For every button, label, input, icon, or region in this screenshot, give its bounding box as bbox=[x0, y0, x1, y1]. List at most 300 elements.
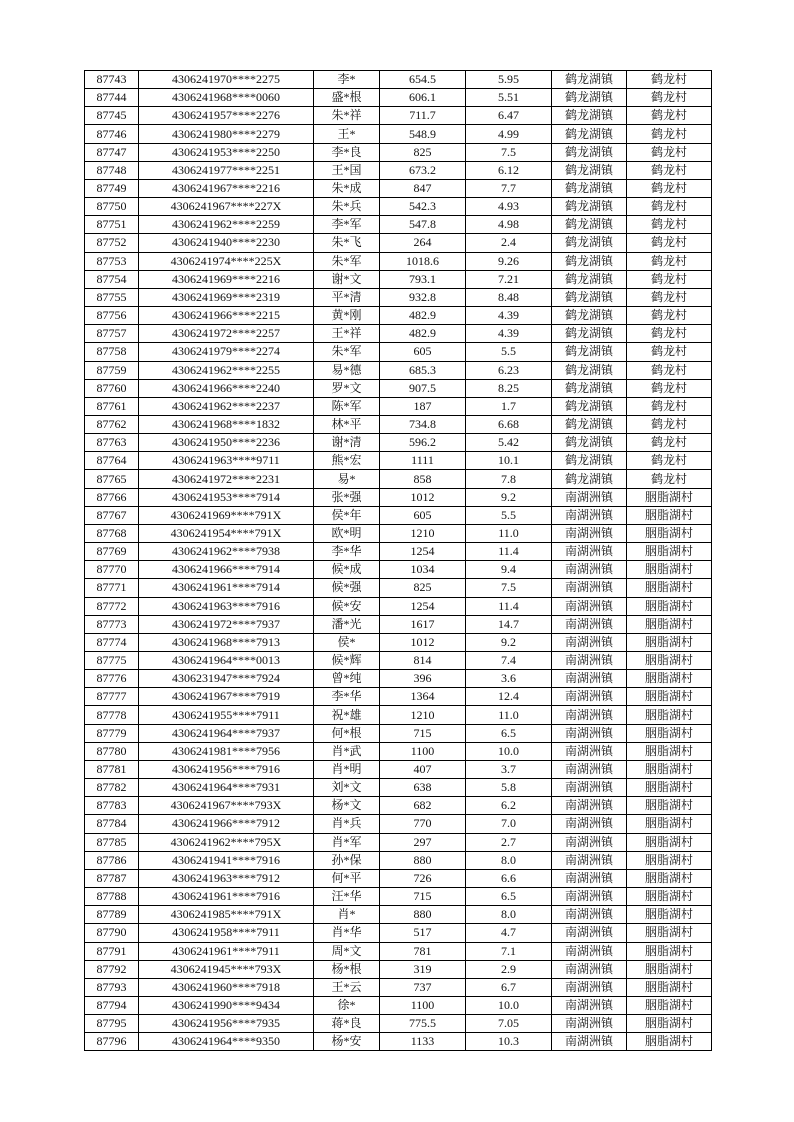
amount-cell: 847 bbox=[380, 179, 466, 197]
town-cell: 南湖洲镇 bbox=[552, 833, 627, 851]
village-cell: 胭脂湖村 bbox=[627, 670, 712, 688]
village-cell: 鹤龙村 bbox=[627, 125, 712, 143]
village-cell: 胭脂湖村 bbox=[627, 869, 712, 887]
table-row bbox=[85, 670, 712, 688]
amount-cell: 596.2 bbox=[380, 434, 466, 452]
name-cell: 黄*刚 bbox=[314, 307, 380, 325]
village-cell: 鹤龙村 bbox=[627, 325, 712, 343]
table-row bbox=[85, 488, 712, 506]
town-cell: 鹤龙湖镇 bbox=[552, 397, 627, 415]
serial-number-cell: 87757 bbox=[85, 325, 139, 343]
amount-cell: 770 bbox=[380, 815, 466, 833]
serial-number-cell: 87778 bbox=[85, 706, 139, 724]
town-cell: 鹤龙湖镇 bbox=[552, 470, 627, 488]
table-row bbox=[85, 161, 712, 179]
serial-number-cell: 87766 bbox=[85, 488, 139, 506]
id-number-cell: 4306241966****7914 bbox=[139, 561, 314, 579]
town-cell: 鹤龙湖镇 bbox=[552, 252, 627, 270]
serial-number-cell: 87746 bbox=[85, 125, 139, 143]
amount-cell: 1111 bbox=[380, 452, 466, 470]
value-cell: 6.7 bbox=[466, 978, 552, 996]
amount-cell: 734.8 bbox=[380, 415, 466, 433]
id-number-cell: 4306241981****7956 bbox=[139, 742, 314, 760]
amount-cell: 685.3 bbox=[380, 361, 466, 379]
serial-number-cell: 87764 bbox=[85, 452, 139, 470]
id-number-cell: 4306241966****2240 bbox=[139, 379, 314, 397]
value-cell: 7.0 bbox=[466, 815, 552, 833]
serial-number-cell: 87790 bbox=[85, 924, 139, 942]
village-cell: 胭脂湖村 bbox=[627, 597, 712, 615]
amount-cell: 775.5 bbox=[380, 1015, 466, 1033]
name-cell: 王* bbox=[314, 125, 380, 143]
id-number-cell: 4306241963****9711 bbox=[139, 452, 314, 470]
town-cell: 鹤龙湖镇 bbox=[552, 434, 627, 452]
serial-number-cell: 87793 bbox=[85, 978, 139, 996]
village-cell: 胭脂湖村 bbox=[627, 633, 712, 651]
serial-number-cell: 87751 bbox=[85, 216, 139, 234]
amount-cell: 547.8 bbox=[380, 216, 466, 234]
value-cell: 11.0 bbox=[466, 524, 552, 542]
value-cell: 3.7 bbox=[466, 760, 552, 778]
village-cell: 胭脂湖村 bbox=[627, 779, 712, 797]
data-table bbox=[84, 70, 712, 1051]
table-row bbox=[85, 89, 712, 107]
serial-number-cell: 87753 bbox=[85, 252, 139, 270]
value-cell: 6.68 bbox=[466, 415, 552, 433]
town-cell: 鹤龙湖镇 bbox=[552, 415, 627, 433]
value-cell: 4.39 bbox=[466, 325, 552, 343]
name-cell: 王*云 bbox=[314, 978, 380, 996]
name-cell: 张*强 bbox=[314, 488, 380, 506]
id-number-cell: 4306241968****7913 bbox=[139, 633, 314, 651]
amount-cell: 517 bbox=[380, 924, 466, 942]
town-cell: 南湖洲镇 bbox=[552, 688, 627, 706]
table-row bbox=[85, 524, 712, 542]
amount-cell: 654.5 bbox=[380, 71, 466, 89]
village-cell: 胭脂湖村 bbox=[627, 652, 712, 670]
name-cell: 肖*武 bbox=[314, 742, 380, 760]
serial-number-cell: 87754 bbox=[85, 270, 139, 288]
town-cell: 鹤龙湖镇 bbox=[552, 325, 627, 343]
table-row bbox=[85, 234, 712, 252]
amount-cell: 482.9 bbox=[380, 325, 466, 343]
table-row bbox=[85, 361, 712, 379]
serial-number-cell: 87750 bbox=[85, 198, 139, 216]
serial-number-cell: 87769 bbox=[85, 543, 139, 561]
value-cell: 6.12 bbox=[466, 161, 552, 179]
name-cell: 侯* bbox=[314, 633, 380, 651]
amount-cell: 737 bbox=[380, 978, 466, 996]
name-cell: 李* bbox=[314, 71, 380, 89]
name-cell: 孙*保 bbox=[314, 851, 380, 869]
village-cell: 鹤龙村 bbox=[627, 307, 712, 325]
town-cell: 南湖洲镇 bbox=[552, 815, 627, 833]
name-cell: 李*华 bbox=[314, 543, 380, 561]
table-row bbox=[85, 579, 712, 597]
value-cell: 5.8 bbox=[466, 779, 552, 797]
id-number-cell: 4306241990****9434 bbox=[139, 996, 314, 1014]
town-cell: 南湖洲镇 bbox=[552, 488, 627, 506]
town-cell: 南湖洲镇 bbox=[552, 706, 627, 724]
table-row bbox=[85, 688, 712, 706]
village-cell: 胭脂湖村 bbox=[627, 942, 712, 960]
name-cell: 陈*军 bbox=[314, 397, 380, 415]
village-cell: 胭脂湖村 bbox=[627, 797, 712, 815]
town-cell: 鹤龙湖镇 bbox=[552, 343, 627, 361]
town-cell: 南湖洲镇 bbox=[552, 597, 627, 615]
village-cell: 胭脂湖村 bbox=[627, 688, 712, 706]
town-cell: 鹤龙湖镇 bbox=[552, 452, 627, 470]
name-cell: 肖*明 bbox=[314, 760, 380, 778]
name-cell: 易*德 bbox=[314, 361, 380, 379]
id-number-cell: 4306241963****7912 bbox=[139, 869, 314, 887]
table-row bbox=[85, 706, 712, 724]
village-cell: 胭脂湖村 bbox=[627, 760, 712, 778]
table-row bbox=[85, 343, 712, 361]
table-row bbox=[85, 978, 712, 996]
town-cell: 鹤龙湖镇 bbox=[552, 216, 627, 234]
id-number-cell: 4306241945****793X bbox=[139, 960, 314, 978]
serial-number-cell: 87774 bbox=[85, 633, 139, 651]
value-cell: 1.7 bbox=[466, 397, 552, 415]
value-cell: 14.7 bbox=[466, 615, 552, 633]
serial-number-cell: 87776 bbox=[85, 670, 139, 688]
town-cell: 南湖洲镇 bbox=[552, 670, 627, 688]
name-cell: 朱*飞 bbox=[314, 234, 380, 252]
town-cell: 南湖洲镇 bbox=[552, 978, 627, 996]
serial-number-cell: 87752 bbox=[85, 234, 139, 252]
village-cell: 胭脂湖村 bbox=[627, 506, 712, 524]
id-number-cell: 4306241967****227X bbox=[139, 198, 314, 216]
table-row bbox=[85, 252, 712, 270]
name-cell: 周*文 bbox=[314, 942, 380, 960]
serial-number-cell: 87772 bbox=[85, 597, 139, 615]
town-cell: 南湖洲镇 bbox=[552, 869, 627, 887]
value-cell: 6.5 bbox=[466, 724, 552, 742]
id-number-cell: 4306241972****7937 bbox=[139, 615, 314, 633]
town-cell: 南湖洲镇 bbox=[552, 1015, 627, 1033]
serial-number-cell: 87781 bbox=[85, 760, 139, 778]
serial-number-cell: 87773 bbox=[85, 615, 139, 633]
value-cell: 6.23 bbox=[466, 361, 552, 379]
village-cell: 胭脂湖村 bbox=[627, 524, 712, 542]
town-cell: 鹤龙湖镇 bbox=[552, 379, 627, 397]
name-cell: 朱*军 bbox=[314, 343, 380, 361]
serial-number-cell: 87791 bbox=[85, 942, 139, 960]
village-cell: 胭脂湖村 bbox=[627, 1015, 712, 1033]
amount-cell: 187 bbox=[380, 397, 466, 415]
town-cell: 南湖洲镇 bbox=[552, 760, 627, 778]
village-cell: 鹤龙村 bbox=[627, 452, 712, 470]
town-cell: 鹤龙湖镇 bbox=[552, 288, 627, 306]
village-cell: 胭脂湖村 bbox=[627, 978, 712, 996]
table-row bbox=[85, 107, 712, 125]
table-row bbox=[85, 561, 712, 579]
id-number-cell: 4306241961****7914 bbox=[139, 579, 314, 597]
id-number-cell: 4306241964****9350 bbox=[139, 1033, 314, 1051]
value-cell: 4.39 bbox=[466, 307, 552, 325]
name-cell: 候*强 bbox=[314, 579, 380, 597]
amount-cell: 1100 bbox=[380, 742, 466, 760]
value-cell: 5.5 bbox=[466, 506, 552, 524]
table-row bbox=[85, 760, 712, 778]
table-row bbox=[85, 506, 712, 524]
name-cell: 候*辉 bbox=[314, 652, 380, 670]
town-cell: 南湖洲镇 bbox=[552, 506, 627, 524]
amount-cell: 858 bbox=[380, 470, 466, 488]
amount-cell: 793.1 bbox=[380, 270, 466, 288]
table-row bbox=[85, 597, 712, 615]
name-cell: 徐* bbox=[314, 996, 380, 1014]
village-cell: 鹤龙村 bbox=[627, 252, 712, 270]
name-cell: 易* bbox=[314, 470, 380, 488]
serial-number-cell: 87759 bbox=[85, 361, 139, 379]
value-cell: 6.6 bbox=[466, 869, 552, 887]
village-cell: 鹤龙村 bbox=[627, 89, 712, 107]
id-number-cell: 4306241964****0013 bbox=[139, 652, 314, 670]
id-number-cell: 4306241972****2231 bbox=[139, 470, 314, 488]
value-cell: 4.93 bbox=[466, 198, 552, 216]
id-number-cell: 4306231947****7924 bbox=[139, 670, 314, 688]
id-number-cell: 4306241972****2257 bbox=[139, 325, 314, 343]
table-row bbox=[85, 724, 712, 742]
name-cell: 肖* bbox=[314, 906, 380, 924]
table-row bbox=[85, 198, 712, 216]
value-cell: 9.4 bbox=[466, 561, 552, 579]
village-cell: 鹤龙村 bbox=[627, 198, 712, 216]
table-row bbox=[85, 307, 712, 325]
id-number-cell: 4306241955****7911 bbox=[139, 706, 314, 724]
amount-cell: 814 bbox=[380, 652, 466, 670]
id-number-cell: 4306241985****791X bbox=[139, 906, 314, 924]
id-number-cell: 4306241970****2275 bbox=[139, 71, 314, 89]
serial-number-cell: 87763 bbox=[85, 434, 139, 452]
village-cell: 鹤龙村 bbox=[627, 470, 712, 488]
town-cell: 南湖洲镇 bbox=[552, 543, 627, 561]
amount-cell: 319 bbox=[380, 960, 466, 978]
amount-cell: 781 bbox=[380, 942, 466, 960]
serial-number-cell: 87775 bbox=[85, 652, 139, 670]
id-number-cell: 4306241953****2250 bbox=[139, 143, 314, 161]
value-cell: 10.0 bbox=[466, 742, 552, 760]
value-cell: 10.3 bbox=[466, 1033, 552, 1051]
name-cell: 何*平 bbox=[314, 869, 380, 887]
id-number-cell: 4306241966****2215 bbox=[139, 307, 314, 325]
town-cell: 南湖洲镇 bbox=[552, 942, 627, 960]
amount-cell: 297 bbox=[380, 833, 466, 851]
serial-number-cell: 87762 bbox=[85, 415, 139, 433]
id-number-cell: 4306241964****7937 bbox=[139, 724, 314, 742]
value-cell: 8.48 bbox=[466, 288, 552, 306]
village-cell: 鹤龙村 bbox=[627, 415, 712, 433]
serial-number-cell: 87755 bbox=[85, 288, 139, 306]
id-number-cell: 4306241969****791X bbox=[139, 506, 314, 524]
name-cell: 林*平 bbox=[314, 415, 380, 433]
value-cell: 4.7 bbox=[466, 924, 552, 942]
town-cell: 南湖洲镇 bbox=[552, 1033, 627, 1051]
town-cell: 鹤龙湖镇 bbox=[552, 107, 627, 125]
town-cell: 南湖洲镇 bbox=[552, 797, 627, 815]
table-row bbox=[85, 615, 712, 633]
village-cell: 胭脂湖村 bbox=[627, 742, 712, 760]
town-cell: 南湖洲镇 bbox=[552, 561, 627, 579]
table-row bbox=[85, 960, 712, 978]
value-cell: 7.4 bbox=[466, 652, 552, 670]
town-cell: 鹤龙湖镇 bbox=[552, 161, 627, 179]
name-cell: 李*良 bbox=[314, 143, 380, 161]
amount-cell: 638 bbox=[380, 779, 466, 797]
id-number-cell: 4306241954****791X bbox=[139, 524, 314, 542]
name-cell: 肖*华 bbox=[314, 924, 380, 942]
serial-number-cell: 87780 bbox=[85, 742, 139, 760]
amount-cell: 1254 bbox=[380, 597, 466, 615]
town-cell: 南湖洲镇 bbox=[552, 742, 627, 760]
village-cell: 胭脂湖村 bbox=[627, 579, 712, 597]
name-cell: 朱*祥 bbox=[314, 107, 380, 125]
table-body bbox=[85, 71, 712, 1051]
town-cell: 南湖洲镇 bbox=[552, 906, 627, 924]
id-number-cell: 4306241962****795X bbox=[139, 833, 314, 851]
amount-cell: 1100 bbox=[380, 996, 466, 1014]
town-cell: 鹤龙湖镇 bbox=[552, 143, 627, 161]
name-cell: 朱*兵 bbox=[314, 198, 380, 216]
amount-cell: 715 bbox=[380, 724, 466, 742]
table-row bbox=[85, 633, 712, 651]
serial-number-cell: 87744 bbox=[85, 89, 139, 107]
id-number-cell: 4306241963****7916 bbox=[139, 597, 314, 615]
town-cell: 鹤龙湖镇 bbox=[552, 179, 627, 197]
value-cell: 5.42 bbox=[466, 434, 552, 452]
table-row bbox=[85, 924, 712, 942]
town-cell: 南湖洲镇 bbox=[552, 652, 627, 670]
id-number-cell: 4306241968****1832 bbox=[139, 415, 314, 433]
value-cell: 9.2 bbox=[466, 488, 552, 506]
name-cell: 刘*文 bbox=[314, 779, 380, 797]
name-cell: 盛*根 bbox=[314, 89, 380, 107]
name-cell: 候*成 bbox=[314, 561, 380, 579]
amount-cell: 1210 bbox=[380, 706, 466, 724]
amount-cell: 715 bbox=[380, 888, 466, 906]
serial-number-cell: 87788 bbox=[85, 888, 139, 906]
value-cell: 6.2 bbox=[466, 797, 552, 815]
serial-number-cell: 87792 bbox=[85, 960, 139, 978]
table-row bbox=[85, 434, 712, 452]
town-cell: 鹤龙湖镇 bbox=[552, 71, 627, 89]
village-cell: 胭脂湖村 bbox=[627, 833, 712, 851]
town-cell: 鹤龙湖镇 bbox=[552, 125, 627, 143]
town-cell: 南湖洲镇 bbox=[552, 851, 627, 869]
value-cell: 7.05 bbox=[466, 1015, 552, 1033]
serial-number-cell: 87786 bbox=[85, 851, 139, 869]
table-row bbox=[85, 379, 712, 397]
value-cell: 5.51 bbox=[466, 89, 552, 107]
id-number-cell: 4306241964****7931 bbox=[139, 779, 314, 797]
town-cell: 鹤龙湖镇 bbox=[552, 198, 627, 216]
value-cell: 8.25 bbox=[466, 379, 552, 397]
amount-cell: 1018.6 bbox=[380, 252, 466, 270]
village-cell: 胭脂湖村 bbox=[627, 888, 712, 906]
value-cell: 11.4 bbox=[466, 543, 552, 561]
table-row bbox=[85, 942, 712, 960]
serial-number-cell: 87777 bbox=[85, 688, 139, 706]
id-number-cell: 4306241962****2237 bbox=[139, 397, 314, 415]
amount-cell: 1133 bbox=[380, 1033, 466, 1051]
amount-cell: 407 bbox=[380, 760, 466, 778]
town-cell: 南湖洲镇 bbox=[552, 960, 627, 978]
name-cell: 欧*明 bbox=[314, 524, 380, 542]
name-cell: 肖*兵 bbox=[314, 815, 380, 833]
value-cell: 10.0 bbox=[466, 996, 552, 1014]
table-row bbox=[85, 325, 712, 343]
name-cell: 汪*华 bbox=[314, 888, 380, 906]
value-cell: 5.95 bbox=[466, 71, 552, 89]
serial-number-cell: 87782 bbox=[85, 779, 139, 797]
value-cell: 8.0 bbox=[466, 906, 552, 924]
id-number-cell: 4306241953****7914 bbox=[139, 488, 314, 506]
amount-cell: 1254 bbox=[380, 543, 466, 561]
value-cell: 11.0 bbox=[466, 706, 552, 724]
village-cell: 胭脂湖村 bbox=[627, 543, 712, 561]
serial-number-cell: 87794 bbox=[85, 996, 139, 1014]
id-number-cell: 4306241980****2279 bbox=[139, 125, 314, 143]
table-row bbox=[85, 869, 712, 887]
amount-cell: 673.2 bbox=[380, 161, 466, 179]
amount-cell: 682 bbox=[380, 797, 466, 815]
value-cell: 6.5 bbox=[466, 888, 552, 906]
value-cell: 11.4 bbox=[466, 597, 552, 615]
village-cell: 鹤龙村 bbox=[627, 397, 712, 415]
amount-cell: 1012 bbox=[380, 488, 466, 506]
value-cell: 2.9 bbox=[466, 960, 552, 978]
table-row bbox=[85, 288, 712, 306]
village-cell: 胭脂湖村 bbox=[627, 996, 712, 1014]
amount-cell: 880 bbox=[380, 906, 466, 924]
id-number-cell: 4306241962****2259 bbox=[139, 216, 314, 234]
amount-cell: 396 bbox=[380, 670, 466, 688]
town-cell: 鹤龙湖镇 bbox=[552, 307, 627, 325]
value-cell: 7.8 bbox=[466, 470, 552, 488]
village-cell: 胭脂湖村 bbox=[627, 960, 712, 978]
id-number-cell: 4306241962****2255 bbox=[139, 361, 314, 379]
table-row bbox=[85, 906, 712, 924]
serial-number-cell: 87760 bbox=[85, 379, 139, 397]
amount-cell: 548.9 bbox=[380, 125, 466, 143]
amount-cell: 711.7 bbox=[380, 107, 466, 125]
village-cell: 胭脂湖村 bbox=[627, 924, 712, 942]
name-cell: 王*祥 bbox=[314, 325, 380, 343]
table-row bbox=[85, 470, 712, 488]
serial-number-cell: 87745 bbox=[85, 107, 139, 125]
town-cell: 南湖洲镇 bbox=[552, 996, 627, 1014]
name-cell: 罗*文 bbox=[314, 379, 380, 397]
name-cell: 蒋*良 bbox=[314, 1015, 380, 1033]
id-number-cell: 4306241977****2251 bbox=[139, 161, 314, 179]
table-row bbox=[85, 543, 712, 561]
amount-cell: 1364 bbox=[380, 688, 466, 706]
serial-number-cell: 87765 bbox=[85, 470, 139, 488]
village-cell: 鹤龙村 bbox=[627, 143, 712, 161]
id-number-cell: 4306241956****7935 bbox=[139, 1015, 314, 1033]
amount-cell: 825 bbox=[380, 143, 466, 161]
serial-number-cell: 87770 bbox=[85, 561, 139, 579]
serial-number-cell: 87785 bbox=[85, 833, 139, 851]
village-cell: 鹤龙村 bbox=[627, 71, 712, 89]
name-cell: 李*军 bbox=[314, 216, 380, 234]
village-cell: 胭脂湖村 bbox=[627, 1033, 712, 1051]
table-row bbox=[85, 216, 712, 234]
id-number-cell: 4306241967****2216 bbox=[139, 179, 314, 197]
id-number-cell: 4306241974****225X bbox=[139, 252, 314, 270]
